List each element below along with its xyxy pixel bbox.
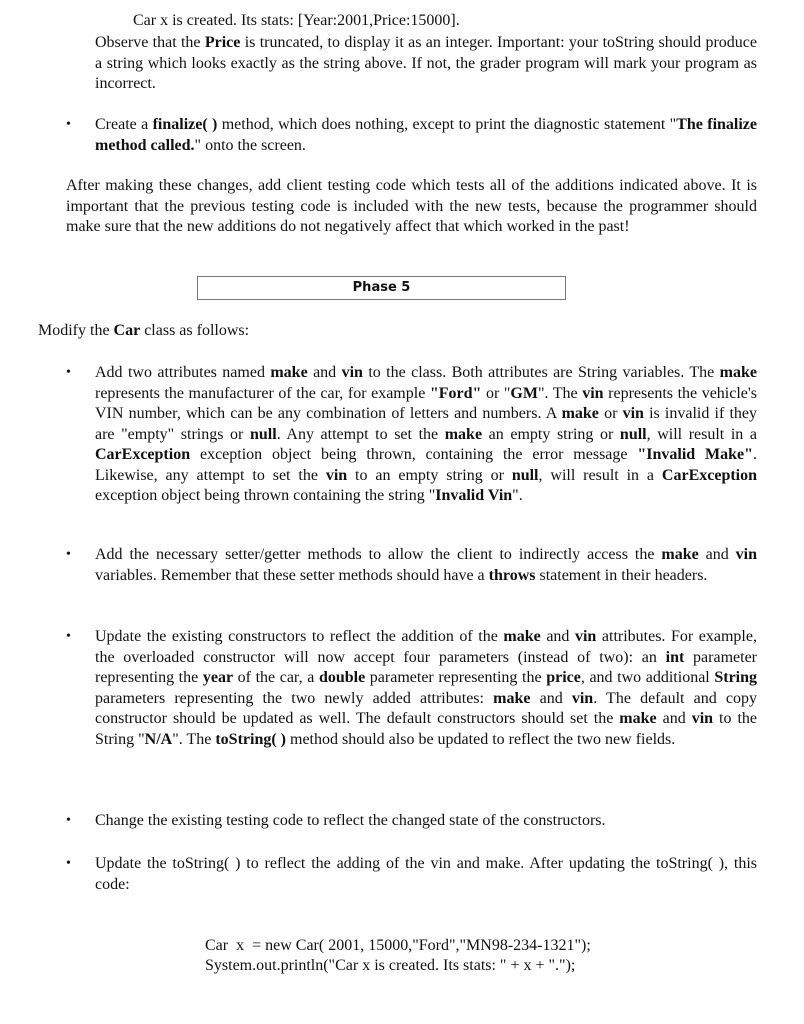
bullet-attributes bbox=[95, 363, 757, 507]
text-segment: " onto the screen. bbox=[194, 136, 306, 154]
code-line-1: Car x = new Car( 2001, 15000,"Ford","MN98-234-1321"); bbox=[205, 937, 591, 954]
text-segment: Add the necessary setter/getter methods to allow the client to indirectly access the bbox=[95, 546, 662, 563]
bold-text: Car bbox=[113, 322, 141, 339]
text-segment: . The default and copy constructor should be updated as well. The default constructors should set the bbox=[95, 689, 758, 727]
text-segment: statement in their headers. bbox=[535, 566, 708, 584]
bold-text: vin bbox=[582, 384, 604, 402]
bold-text: make bbox=[493, 689, 531, 707]
bold-text: vin bbox=[622, 405, 644, 422]
text-segment: method should also be updated to reflect the two new fields. bbox=[286, 730, 676, 748]
text-segment: of the car, a bbox=[233, 669, 319, 686]
code-line-2: System.out.println("Car x is created. Its stats: " + x + "."); bbox=[205, 957, 576, 974]
bold-text: vin bbox=[571, 689, 594, 707]
bold-text: throws bbox=[488, 566, 536, 584]
text-segment: Add two attributes named bbox=[95, 364, 271, 381]
text-segment: , will result in a bbox=[538, 466, 662, 484]
bullet-constructors bbox=[95, 627, 757, 750]
text-segment: . Likewise, any attempt to set the bbox=[95, 446, 757, 484]
text-segment: method, which does nothing, except to print the diagnostic statement " bbox=[217, 116, 677, 133]
modify-line bbox=[38, 321, 738, 342]
text-segment: exception object being thrown, containing the error message bbox=[190, 446, 638, 463]
bold-text: GM bbox=[510, 384, 538, 402]
bold-text: "Ford" bbox=[429, 384, 482, 402]
bold-text: double bbox=[318, 669, 366, 686]
finalize-bullet bbox=[95, 115, 757, 156]
text-segment: variables. Remember that these setter methods should have a bbox=[95, 566, 489, 584]
bold-text: null bbox=[250, 425, 277, 443]
bold-text: vin bbox=[574, 628, 597, 645]
text-segment: Change the existing testing code to reflect the changed state of the constructors. bbox=[95, 812, 606, 829]
bullet-setters bbox=[95, 545, 757, 586]
bold-text: vin bbox=[341, 364, 363, 381]
bold-text: "Invalid Make" bbox=[637, 446, 753, 463]
bullet-tostring bbox=[95, 854, 757, 895]
bold-text: finalize( ) bbox=[152, 116, 218, 133]
bold-text: The finalize method called. bbox=[95, 116, 757, 154]
bullet-marker: • bbox=[66, 856, 71, 871]
bold-text: make bbox=[619, 710, 657, 727]
observe-paragraph bbox=[95, 33, 757, 95]
bold-text: null bbox=[511, 466, 539, 484]
bold-text: make bbox=[661, 546, 699, 563]
phase-heading: Phase 5 bbox=[197, 276, 566, 300]
text-segment: . Any attempt to set the bbox=[276, 425, 445, 443]
bullet-marker: • bbox=[66, 365, 71, 380]
bold-text: CarException bbox=[95, 446, 191, 463]
text-segment: and bbox=[540, 628, 575, 645]
text-segment: to an empty string or bbox=[347, 466, 512, 484]
text-segment: an empty string or bbox=[482, 425, 620, 443]
text-segment: class as follows: bbox=[140, 322, 250, 339]
bold-text: toString( ) bbox=[215, 730, 286, 748]
text-segment: parameter representing the bbox=[365, 669, 547, 686]
text-segment: represents the manufacturer of the car, for example bbox=[95, 384, 430, 402]
text-segment: and bbox=[307, 364, 342, 381]
bold-text: make bbox=[503, 628, 541, 645]
text-segment: to the String " bbox=[95, 710, 757, 748]
text-segment: represents the vehicle's VIN number, which can be any combination of letters and numbers. A bbox=[95, 384, 757, 422]
text-segment: Observe that the bbox=[95, 34, 205, 51]
text-segment: attributes. For example, the overloaded constructor will now accept four parameters (instead of two): an bbox=[95, 628, 757, 666]
bullet-marker: • bbox=[66, 813, 71, 828]
text-segment: to the class. Both attributes are String variables. The bbox=[362, 364, 720, 381]
bold-text: null bbox=[619, 425, 647, 443]
bold-text: CarException bbox=[661, 466, 758, 484]
bold-text: String bbox=[714, 669, 758, 686]
bold-text: N/A bbox=[144, 730, 173, 748]
bold-text: Price bbox=[204, 34, 241, 51]
example-output-line: Car x is created. Its stats: [Year:2001,Price:15000]. bbox=[133, 12, 460, 29]
text-segment: or " bbox=[481, 384, 511, 402]
bold-text: year bbox=[202, 669, 234, 686]
text-segment: parameters representing the two newly added attributes: bbox=[95, 689, 494, 707]
text-segment: and bbox=[656, 710, 692, 727]
text-segment: , will result in a bbox=[646, 425, 757, 443]
text-segment: ". The bbox=[537, 384, 583, 402]
text-segment: and bbox=[698, 546, 736, 563]
bold-text: vin bbox=[691, 710, 714, 727]
text-segment: and bbox=[530, 689, 572, 707]
text-segment: Update the toString( ) to reflect the adding of the vin and make. After updating the toString( ), this code: bbox=[95, 855, 757, 893]
bold-text: make bbox=[270, 364, 308, 381]
text-segment: After making these changes, add client testing code which tests all of the additions indicated above. It is important that the previous testing code is included with the new tests, because the programmer should make sure that the new additions do not negatively affect that which worked in the past! bbox=[66, 177, 757, 235]
text-segment: , and two additional bbox=[580, 669, 715, 686]
bold-text: vin bbox=[735, 546, 757, 563]
text-segment: ". The bbox=[172, 730, 216, 748]
text-segment: exception object being thrown containing the string " bbox=[95, 487, 436, 504]
text-segment: is truncated, to display it as an integer. Important: your toString should produce a string which looks exactly as the string above. If not, the grader program will mark your program as incorrect. bbox=[95, 34, 757, 92]
bullet-testing bbox=[95, 811, 757, 832]
text-segment: Update the existing constructors to reflect the addition of the bbox=[95, 628, 504, 645]
bold-text: make bbox=[444, 425, 483, 443]
bold-text: vin bbox=[325, 466, 348, 484]
after-changes-paragraph bbox=[66, 176, 757, 238]
text-segment: Create a bbox=[95, 116, 153, 133]
bold-text: price bbox=[546, 669, 581, 686]
bold-text: make bbox=[561, 405, 599, 422]
text-segment: is invalid if they are "empty" strings or bbox=[95, 405, 758, 443]
text-segment: Modify the bbox=[38, 322, 114, 339]
text-segment: parameter representing the bbox=[95, 648, 758, 686]
bold-text: Invalid Vin bbox=[435, 487, 513, 504]
text-segment: or bbox=[598, 405, 623, 422]
text-segment: ". bbox=[512, 487, 523, 504]
bold-text: make bbox=[719, 364, 757, 381]
bullet-marker: • bbox=[66, 629, 71, 644]
bullet-marker: • bbox=[66, 117, 71, 132]
bullet-marker: • bbox=[66, 547, 71, 562]
bold-text: int bbox=[665, 648, 685, 666]
